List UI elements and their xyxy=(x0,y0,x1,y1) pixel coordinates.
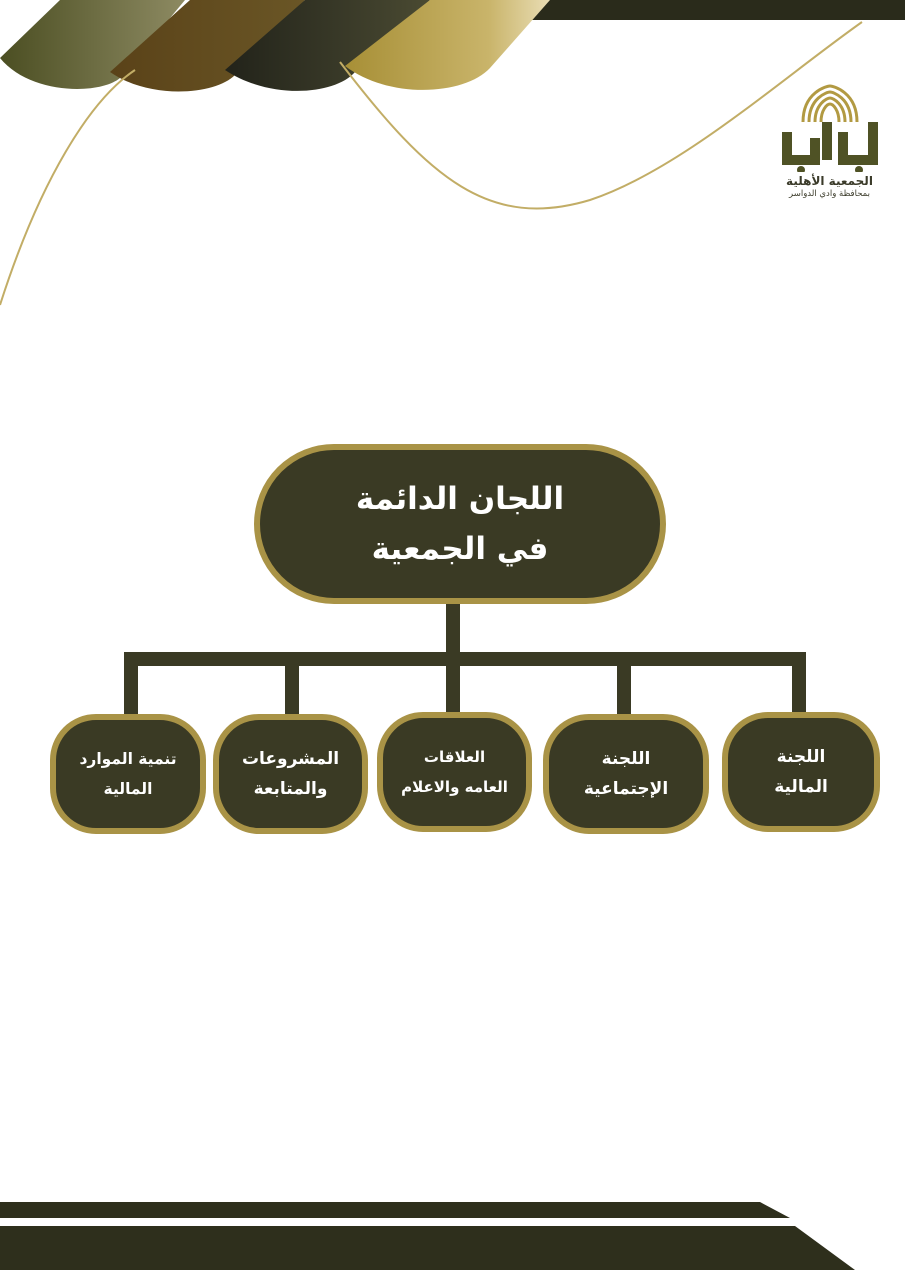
logo-mark-icon xyxy=(775,82,885,172)
top-banner-stripe xyxy=(500,0,905,20)
association-logo xyxy=(772,82,887,200)
committee-label-line-2: العامه والاعلام xyxy=(401,778,508,796)
committee-label-line-2: والمتابعة xyxy=(253,779,328,799)
committee-label-line-1: اللجنة xyxy=(601,749,651,769)
committee-label-line-2: المالية xyxy=(103,780,153,798)
title-line-2: في الجمعية xyxy=(371,531,549,567)
committee-node-social xyxy=(543,714,709,834)
committee-label-line-2: المالية xyxy=(774,777,828,797)
logo-title: الجمعية الأهلية xyxy=(786,174,873,188)
committee-node-projects xyxy=(213,714,368,834)
committee-label-line-2: الإجتماعية xyxy=(583,779,669,799)
committee-label-line-1: العلاقات xyxy=(423,748,486,766)
bottom-stripe-thick xyxy=(0,1226,855,1270)
committee-label-line-1: اللجنة xyxy=(776,747,826,767)
title-line-1: اللجان الدائمة xyxy=(355,481,565,517)
logo-subtitle: بمحافظة وادي الدواسر xyxy=(789,189,870,199)
org-connectors xyxy=(124,604,806,718)
committee-label-line-1: تنمية الموارد xyxy=(79,750,177,768)
org-chart-title-box xyxy=(254,444,666,604)
committee-node-public-relations xyxy=(377,712,532,832)
curve-line-left xyxy=(0,70,135,305)
committee-label-line-1: المشروعات xyxy=(241,749,340,769)
bottom-stripe-thin xyxy=(0,1202,790,1218)
committee-node-financial xyxy=(722,712,880,832)
committee-node-resource-development xyxy=(50,714,206,834)
